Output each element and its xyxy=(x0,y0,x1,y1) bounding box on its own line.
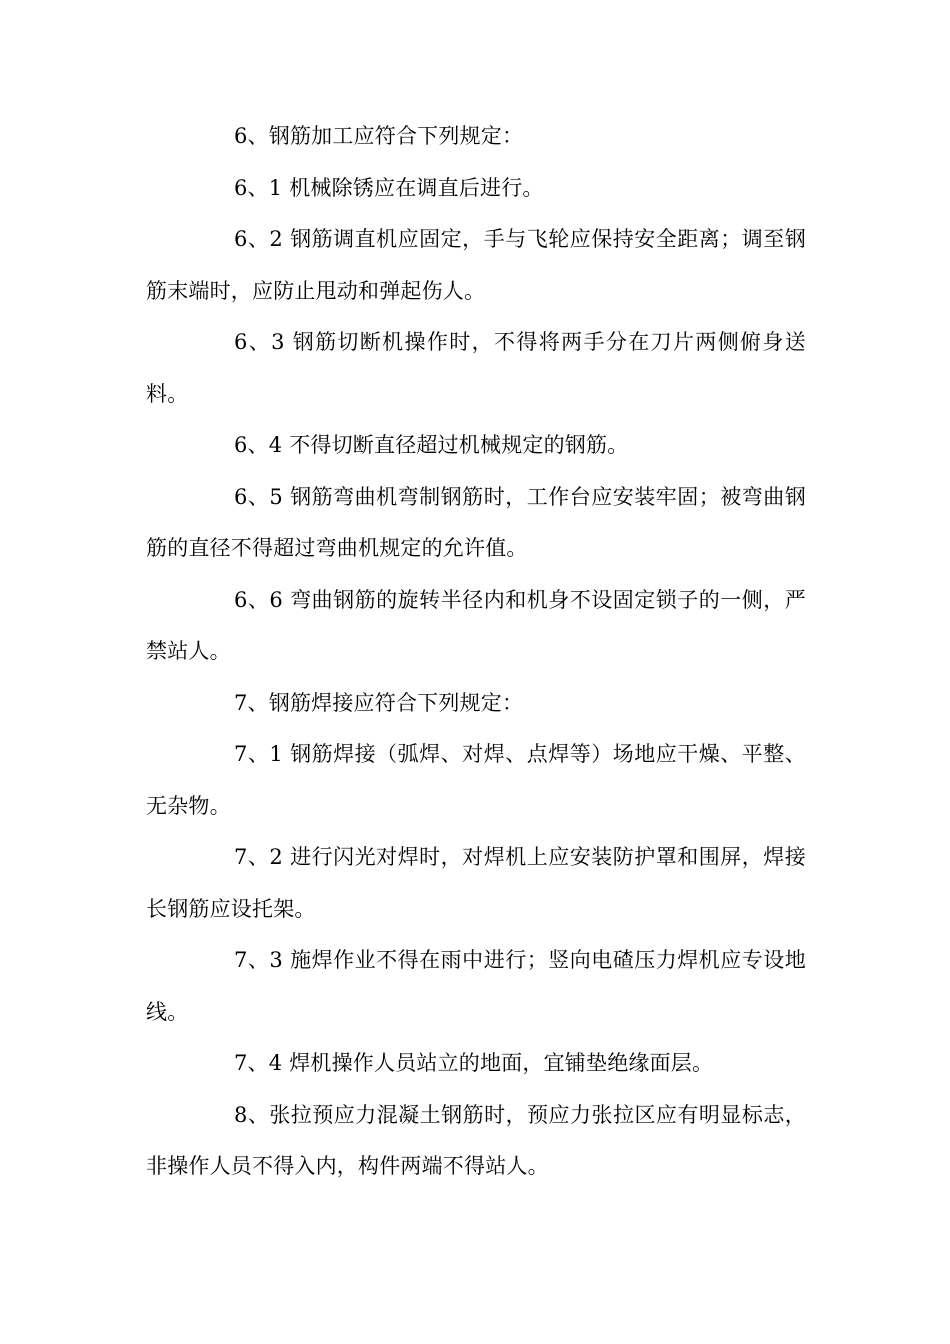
paragraph-7-1: 7、1 钢筋焊接（弧焊、对焊、点焊等）场地应干燥、平整、无杂物。 xyxy=(146,742,806,818)
paragraph-6: 6、钢筋加工应符合下列规定： xyxy=(234,124,524,148)
paragraph-7-3: 7、3 施焊作业不得在雨中进行；竖向电碴压力焊机应专设地线。 xyxy=(146,948,806,1024)
paragraph-6-5: 6、5 钢筋弯曲机弯制钢筋时，工作台应安装牢固；被弯曲钢筋的直径不得超过弯曲机规定的允许值。 xyxy=(146,484,806,560)
document-body xyxy=(146,111,806,1193)
paragraph-7: 7、钢筋焊接应符合下列规定： xyxy=(234,690,524,715)
paragraph-6-6: 6、6 弯曲钢筋的旋转半径内和机身不设固定锁子的一侧，严禁站人。 xyxy=(146,587,806,663)
paragraph-6-1: 6、1 机械除锈应在调直后进行。 xyxy=(234,175,544,200)
paragraph-8: 8、张拉预应力混凝土钢筋时，预应力张拉区应有明显标志，非操作人员不得入内，构件两端不得站人。 xyxy=(146,1102,806,1178)
paragraph-7-4: 7、4 焊机操作人员站立的地面，宜铺垫绝缘面层。 xyxy=(234,1051,714,1075)
paragraph-6-4: 6、4 不得切断直径超过机械规定的钢筋。 xyxy=(234,433,629,457)
paragraph-7-2: 7、2 进行闪光对焊时，对焊机上应安装防护罩和围屏，焊接长钢筋应设托架。 xyxy=(146,845,806,921)
paragraph-6-2: 6、2 钢筋调直机应固定，手与飞轮应保持安全距离；调至钢筋末端时，应防止甩动和弹起伤人。 xyxy=(146,227,806,303)
paragraph-6-3: 6、3 钢筋切断机操作时，不得将两手分在刀片两侧俯身送料。 xyxy=(146,330,806,406)
